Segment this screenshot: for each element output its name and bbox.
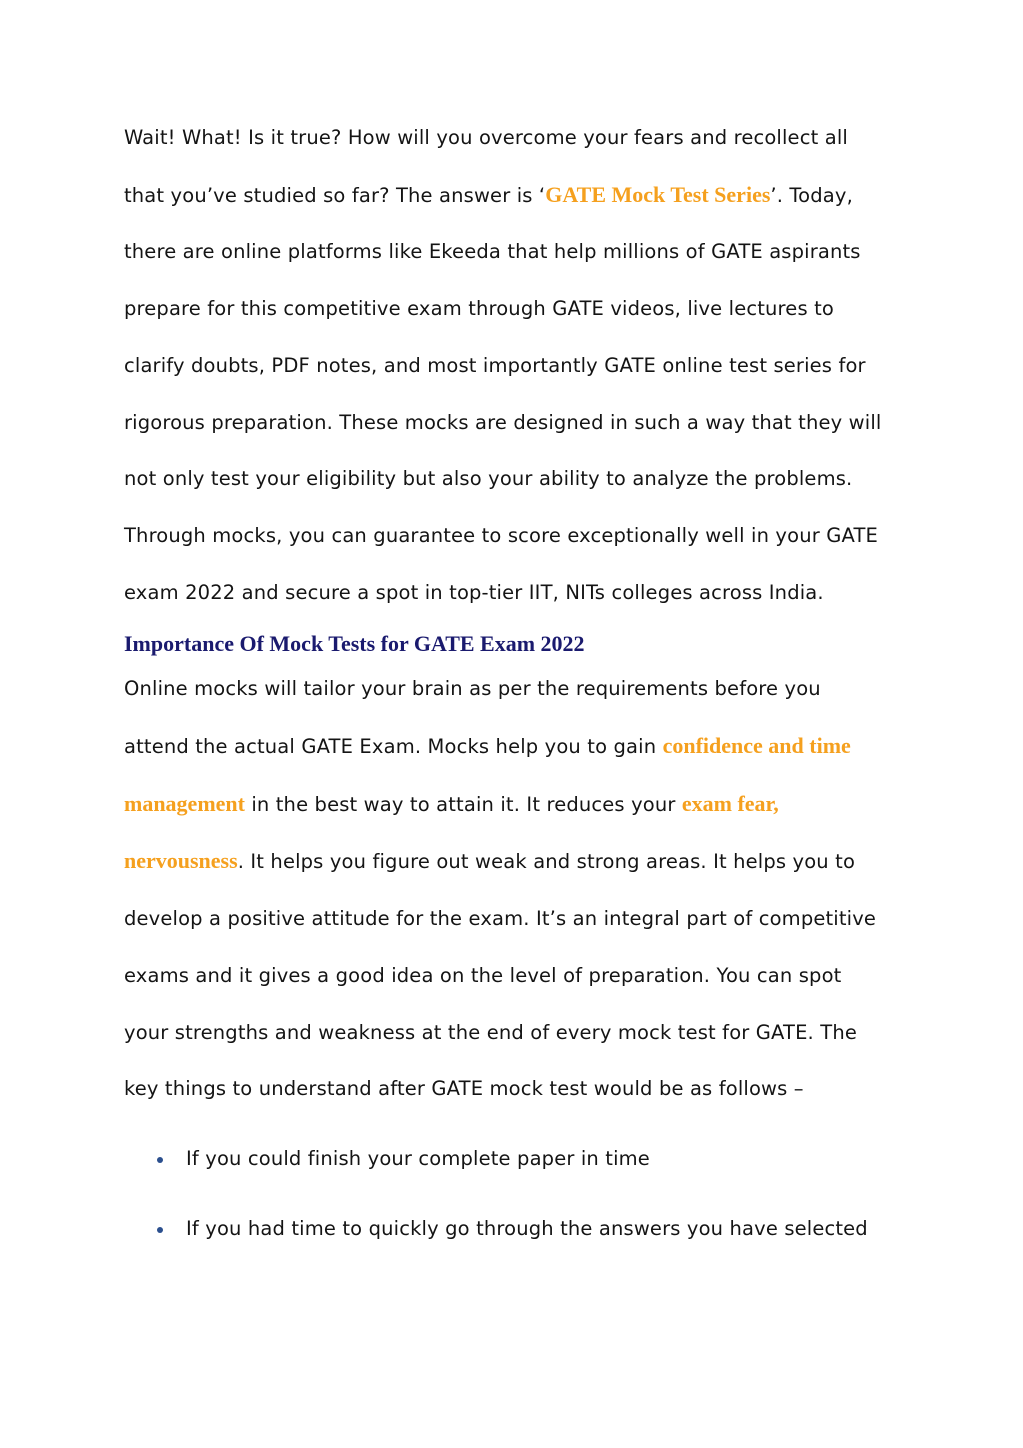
highlight-management: management: [124, 790, 245, 816]
text-line: attend the actual GATE Exam. Mocks help you to gain: [124, 735, 663, 759]
section-paragraph: [124, 661, 904, 1118]
text-line: . It helps you figure out weak and strong areas. It helps you to: [237, 850, 856, 874]
bullet-icon: [157, 1227, 163, 1233]
text-line: Wait! What! Is it true? How will you overcome your fears and recollect all: [124, 126, 848, 149]
text-line: rigorous preparation. These mocks are designed in such a way that they will: [124, 410, 882, 434]
text-line: prepare for this competitive exam through GATE videos, live lectures to: [124, 297, 834, 321]
text-line: ’. Today,: [770, 183, 853, 207]
key-points-list: [124, 1142, 904, 1283]
text-line: there are online platforms like Ekeeda that help millions of GATE aspirants: [124, 240, 861, 264]
text-line: Online mocks will tailor your brain as per the requirements before you: [124, 677, 821, 701]
text-line: your strengths and weakness at the end of every mock test for GATE. The: [124, 1020, 857, 1044]
text-line: clarify doubts, PDF notes, and most importantly GATE online test series for: [124, 353, 866, 377]
list-item: [124, 1212, 904, 1283]
section-heading: Importance Of Mock Tests for GATE Exam 2022: [124, 631, 585, 657]
text-line: not only test your eligibility but also your ability to analyze the problems.: [124, 467, 853, 491]
text-line: that you’ve studied so far? The answer is ‘: [124, 183, 546, 207]
list-item-text: If you had time to quickly go through the answers you have selected: [186, 1217, 868, 1241]
list-item-text: If you could finish your complete paper in time: [186, 1146, 650, 1170]
list-item: [124, 1142, 904, 1213]
document-body: [124, 110, 904, 1283]
text-line: Through mocks, you can guarantee to score exceptionally well in your GATE: [124, 523, 878, 547]
text-line: in the best way to attain it. It reduces your: [244, 792, 682, 816]
highlight-nervousness: nervousness: [124, 848, 238, 874]
text-line: exam 2022 and secure a spot in top-tier IIT, NITs colleges across India.: [124, 580, 824, 604]
highlight-confidence: confidence and time: [662, 733, 851, 759]
text-line: exams and it gives a good idea on the level of preparation. You can spot: [124, 963, 842, 987]
text-line: key things to understand after GATE mock test would be as follows –: [124, 1077, 804, 1101]
intro-paragraph: [124, 110, 904, 621]
highlight-exam-fear: exam fear,: [681, 790, 779, 816]
bullet-icon: [157, 1157, 163, 1163]
text-line: develop a positive attitude for the exam. It’s an integral part of competitive: [124, 907, 877, 931]
gate-mock-test-series-link[interactable]: GATE Mock Test Series: [545, 181, 771, 207]
